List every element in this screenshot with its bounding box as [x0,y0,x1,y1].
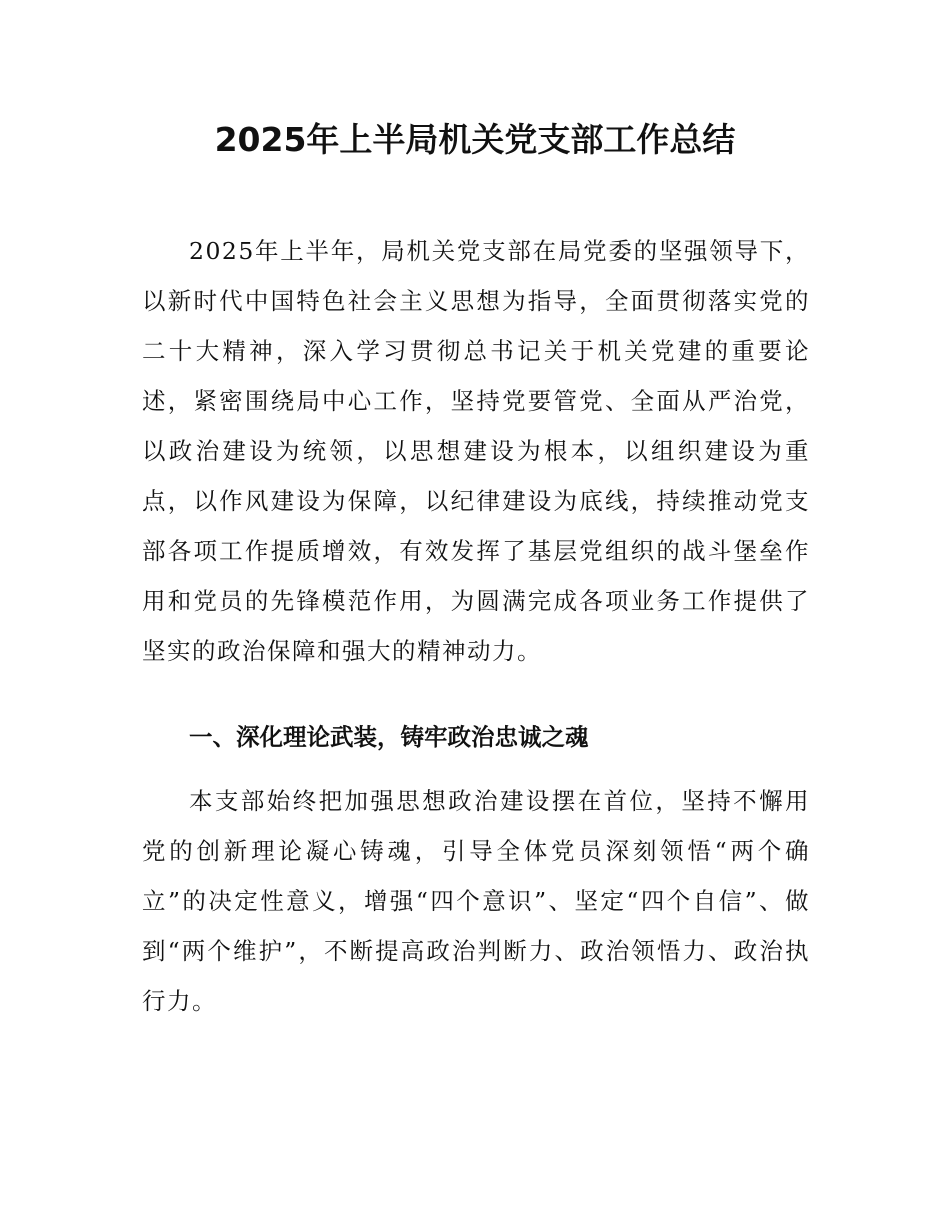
intro-paragraph: 2025年上半年，局机关党支部在局党委的坚强领导下，以新时代中国特色社会主义思想为指导，全面贯彻落实党的二十大精神，深入学习贯彻总书记关于机关党建的重要论述，紧密围绕局中心工作，坚持党要管党、全面从严治党，以政治建设为统领，以思想建设为根本，以组织建设为重点，以作风建设为保障，以纪律建设为底线，持续推动党支部各项工作提质增效，有效发挥了基层党组织的战斗堡垒作用和党员的先锋模范作用，为圆满完成各项业务工作提供了坚实的政治保障和强大的精神动力。 [142,237,810,665]
document-title: 2025年上半局机关党支部工作总结 [214,120,736,159]
section-1-heading: 一、深化理论武装，铸牢政治忠诚之魂 [189,723,589,751]
section-1-paragraph: 本支部始终把加强思想政治建设摆在首位，坚持不懈用党的创新理论凝心铸魂，引导全体党员深刻领悟“两个确立”的决定性意义，增强“四个意识”、坚定“四个自信”、做到“两个维护”，不断提高政治判断力、政治领悟力、政治执行力。 [142,787,810,1015]
